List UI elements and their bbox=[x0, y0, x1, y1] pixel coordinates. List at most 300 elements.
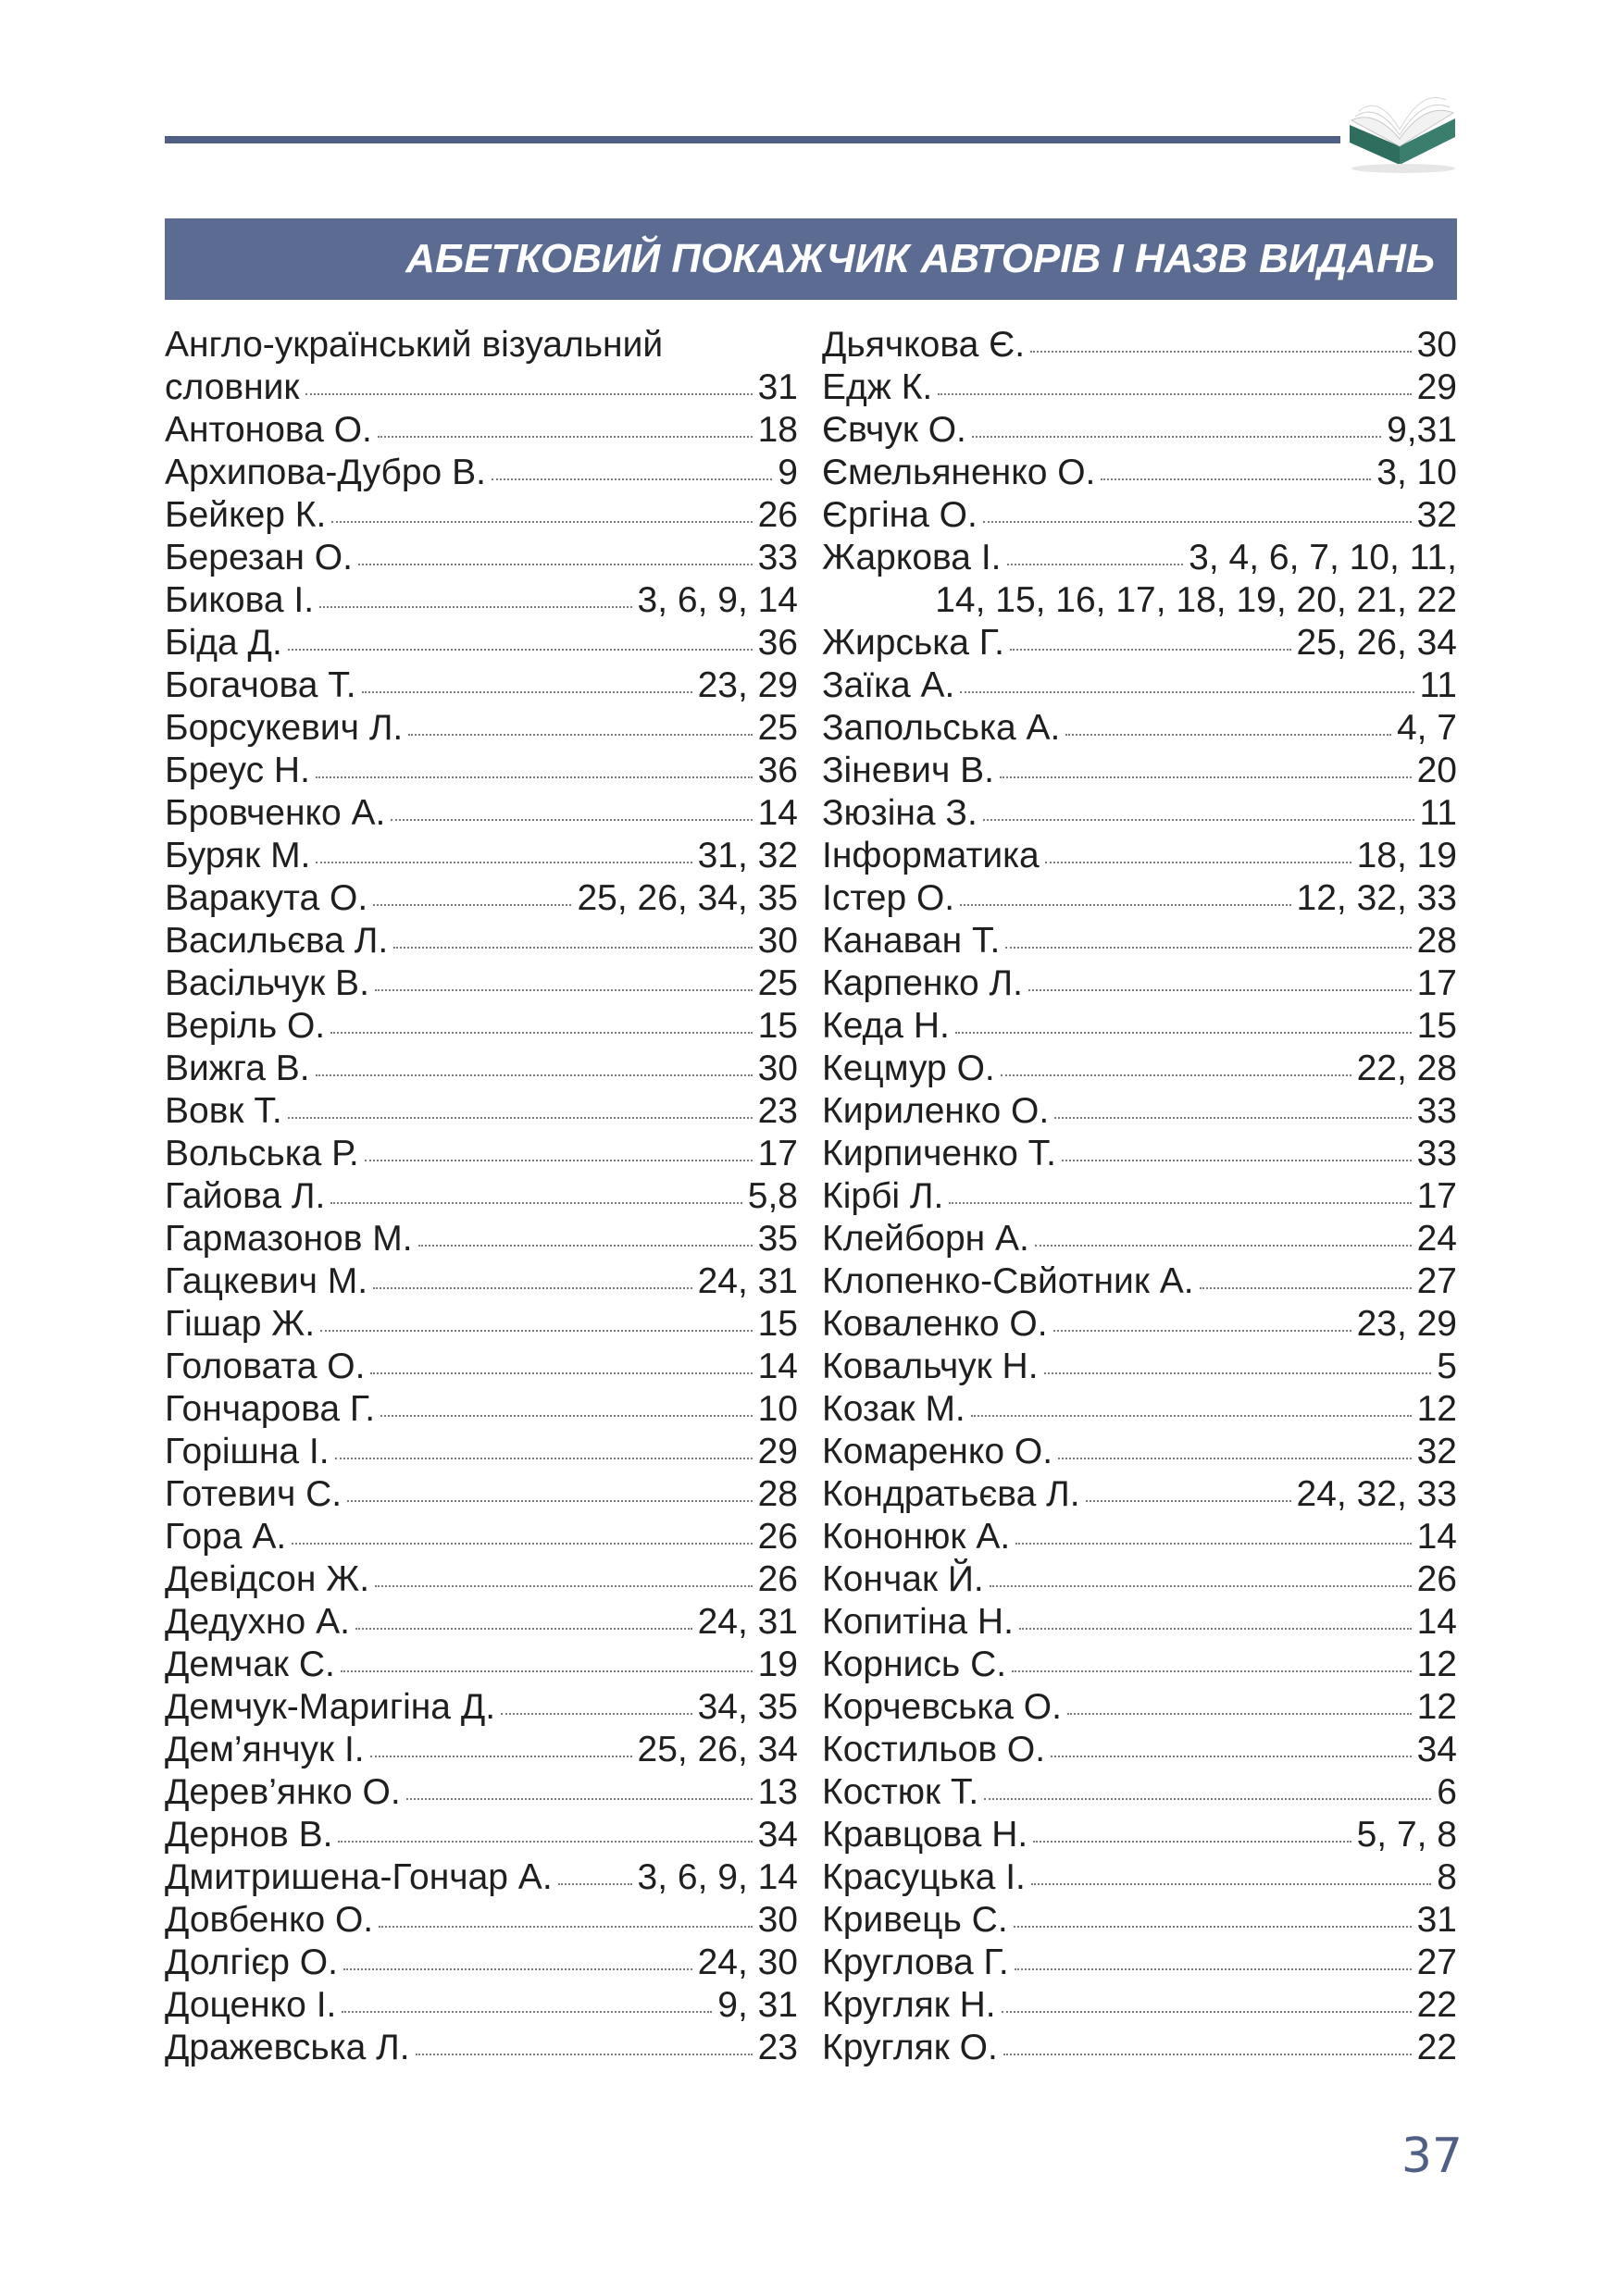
index-entry bbox=[822, 1005, 1457, 1048]
dot-leader bbox=[370, 1756, 632, 1757]
index-entry bbox=[822, 750, 1457, 792]
entry-pages: 12 bbox=[1416, 1644, 1457, 1684]
entry-pages: 24 bbox=[1416, 1219, 1457, 1259]
entry-name: Готевич С. bbox=[165, 1474, 342, 1514]
dot-leader bbox=[391, 819, 752, 821]
dot-leader bbox=[1044, 1372, 1432, 1374]
dot-leader bbox=[316, 1074, 753, 1076]
entry-name: Дмитришена-Гончар А. bbox=[165, 1857, 553, 1897]
entry-pages: 15 bbox=[757, 1304, 798, 1344]
entry-name: Ємельяненко О. bbox=[822, 453, 1096, 492]
dot-leader bbox=[983, 521, 1412, 523]
index-entry bbox=[165, 1899, 798, 1942]
entry-pages: 14 bbox=[1416, 1602, 1457, 1642]
entry-pages: 6 bbox=[1437, 1772, 1457, 1812]
index-entry bbox=[165, 750, 798, 792]
index-entry bbox=[822, 537, 1457, 579]
entry-pages: 14 bbox=[757, 1347, 798, 1386]
dot-leader bbox=[1000, 776, 1412, 778]
entry-pages: 34 bbox=[1416, 1730, 1457, 1769]
index-entry bbox=[165, 1516, 798, 1558]
entry-pages: 13 bbox=[757, 1772, 798, 1812]
index-entry bbox=[822, 1090, 1457, 1133]
dot-leader bbox=[1003, 2054, 1412, 2055]
index-entry bbox=[822, 792, 1457, 835]
index-entry bbox=[822, 1856, 1457, 1899]
entry-pages: 20 bbox=[1416, 751, 1457, 790]
entry-name: Єргіна О. bbox=[822, 495, 978, 535]
index-entry bbox=[822, 1175, 1457, 1218]
entry-name: Бейкер К. bbox=[165, 495, 327, 535]
dot-leader bbox=[393, 947, 752, 949]
dot-leader bbox=[949, 1202, 1411, 1204]
entry-pages: 30 bbox=[757, 1900, 798, 1940]
dot-leader bbox=[358, 564, 753, 565]
entry-pages: 5,8 bbox=[747, 1176, 798, 1216]
index-entry bbox=[165, 366, 798, 409]
entry-name: Антонова О. bbox=[165, 410, 372, 450]
dot-leader bbox=[1053, 1330, 1351, 1332]
dot-leader bbox=[292, 1543, 752, 1545]
dot-leader bbox=[1054, 1117, 1411, 1119]
dot-leader bbox=[1031, 1883, 1431, 1885]
index-entry bbox=[822, 409, 1457, 452]
dot-leader bbox=[341, 1670, 753, 1672]
page-number: 37 bbox=[1401, 2128, 1463, 2184]
entry-pages: 24, 32, 33 bbox=[1296, 1474, 1457, 1514]
dot-leader bbox=[338, 1841, 752, 1843]
index-entry bbox=[822, 835, 1457, 877]
index-entry bbox=[822, 962, 1457, 1005]
index-entry bbox=[165, 324, 798, 366]
entry-pages: 23 bbox=[757, 2028, 798, 2067]
dot-leader bbox=[1001, 1074, 1351, 1076]
index-entry bbox=[165, 835, 798, 877]
entry-name: Запольська А. bbox=[822, 708, 1061, 748]
dot-leader bbox=[1033, 1841, 1351, 1843]
entry-name: Красуцька І. bbox=[822, 1857, 1026, 1897]
dot-leader bbox=[343, 1968, 692, 1970]
entry-name: Біда Д. bbox=[165, 623, 282, 663]
entry-name: Варакута О. bbox=[165, 878, 368, 918]
dot-leader bbox=[418, 1245, 753, 1247]
index-entry bbox=[165, 579, 798, 622]
entry-name: Заїка А. bbox=[822, 665, 955, 705]
index-entry bbox=[165, 920, 798, 962]
index-entry bbox=[165, 1388, 798, 1431]
entry-name: Кругляк Н. bbox=[822, 1985, 996, 2025]
entry-pages: 27 bbox=[1416, 1942, 1457, 1982]
entry-pages: 25, 26, 34 bbox=[1296, 623, 1457, 663]
dot-leader bbox=[342, 2011, 712, 2013]
index-entry bbox=[822, 324, 1457, 366]
entry-pages: 22, 28 bbox=[1356, 1049, 1457, 1088]
entry-pages: 25, 26, 34 bbox=[637, 1730, 798, 1769]
entry-pages: 29 bbox=[1416, 367, 1457, 407]
entry-name: Девідсон Ж. bbox=[165, 1559, 370, 1599]
dot-leader bbox=[365, 1160, 753, 1161]
entry-pages: 22 bbox=[1416, 1985, 1457, 2025]
dot-leader bbox=[558, 1883, 632, 1885]
entry-name: Бреус Н. bbox=[165, 751, 310, 790]
entry-pages: 25 bbox=[757, 963, 798, 1003]
entry-pages: 12 bbox=[1416, 1687, 1457, 1727]
index-entry bbox=[165, 494, 798, 537]
entry-name: Горішна І. bbox=[165, 1432, 330, 1471]
index-entry bbox=[822, 1942, 1457, 1984]
index-entry bbox=[822, 877, 1457, 920]
entry-name: Клопенко-Свйотник А. bbox=[822, 1261, 1194, 1301]
entry-pages: 34, 35 bbox=[697, 1687, 798, 1727]
entry-name: Головата О. bbox=[165, 1347, 366, 1386]
index-entry bbox=[822, 664, 1457, 707]
title-banner bbox=[165, 218, 1457, 300]
entry-pages: 25, 26, 34, 35 bbox=[577, 878, 798, 918]
entry-pages: 3, 10 bbox=[1376, 453, 1457, 492]
dot-leader bbox=[955, 1032, 1412, 1034]
entry-pages: 3, 6, 9, 14 bbox=[637, 1857, 798, 1897]
dot-leader bbox=[984, 1798, 1431, 1800]
entry-pages: 17 bbox=[1416, 963, 1457, 1003]
index-entry bbox=[165, 2027, 798, 2069]
entry-name: Ковальчук Н. bbox=[822, 1347, 1039, 1386]
entry-name: Комаренко О. bbox=[822, 1432, 1053, 1471]
entry-name: Зюзіна З. bbox=[822, 793, 978, 833]
entry-pages: 25 bbox=[757, 708, 798, 748]
entry-name: словник bbox=[165, 367, 300, 407]
index-entry bbox=[822, 1814, 1457, 1856]
entry-name: Коваленко О. bbox=[822, 1304, 1048, 1344]
dot-leader bbox=[355, 1628, 692, 1630]
entry-name: Кривець С. bbox=[822, 1900, 1008, 1940]
entry-name: Кецмур О. bbox=[822, 1049, 995, 1088]
index-entry bbox=[165, 409, 798, 452]
entry-name: Вижга В. bbox=[165, 1049, 310, 1088]
header-rule bbox=[165, 136, 1340, 143]
dot-leader bbox=[1012, 1670, 1412, 1672]
entry-name: Дражевська Л. bbox=[165, 2028, 410, 2067]
index-entry bbox=[822, 707, 1457, 750]
dot-leader bbox=[971, 1415, 1412, 1417]
entry-name: Дедухно А. bbox=[165, 1602, 350, 1642]
index-entry bbox=[165, 452, 798, 494]
entry-pages: 24, 31 bbox=[697, 1261, 798, 1301]
index-entry bbox=[822, 1260, 1457, 1303]
index-entry bbox=[165, 622, 798, 664]
entry-name: Архипова-Дубро В. bbox=[165, 453, 486, 492]
dot-leader bbox=[1062, 1160, 1412, 1161]
dot-leader bbox=[492, 478, 772, 480]
entry-pages: 29 bbox=[757, 1432, 798, 1471]
entry-name: Копитіна Н. bbox=[822, 1602, 1014, 1642]
index-column-right bbox=[822, 324, 1457, 2069]
dot-leader bbox=[960, 691, 1414, 693]
dot-leader bbox=[1014, 1926, 1412, 1928]
entry-pages: 17 bbox=[1416, 1176, 1457, 1216]
entry-pages: 36 bbox=[757, 623, 798, 663]
index-entry bbox=[165, 962, 798, 1005]
dot-leader bbox=[1200, 1287, 1412, 1289]
index-entry bbox=[165, 1133, 798, 1175]
index-entry bbox=[822, 1771, 1457, 1814]
index-entry bbox=[165, 1729, 798, 1771]
dot-leader bbox=[1019, 1628, 1412, 1630]
dot-leader bbox=[375, 989, 753, 991]
entry-pages: 24, 31 bbox=[697, 1602, 798, 1642]
dot-leader bbox=[373, 904, 571, 906]
entry-pages: 36 bbox=[757, 751, 798, 790]
entry-pages: 14 bbox=[757, 793, 798, 833]
entry-name: Кириленко О. bbox=[822, 1091, 1050, 1131]
entry-name: Жирська Г. bbox=[822, 623, 1004, 663]
index-entry bbox=[165, 877, 798, 920]
dot-leader bbox=[370, 1372, 752, 1374]
dot-leader bbox=[305, 393, 753, 395]
entry-name: Гацкевич М. bbox=[165, 1261, 368, 1301]
entry-pages: 15 bbox=[1416, 1006, 1457, 1046]
entry-pages: 23, 29 bbox=[1356, 1304, 1457, 1344]
index-entry bbox=[165, 1771, 798, 1814]
entry-name: Дьячкова Є. bbox=[822, 325, 1026, 365]
dot-leader bbox=[501, 1713, 691, 1715]
dot-leader bbox=[347, 1500, 752, 1502]
dot-leader bbox=[1015, 1968, 1412, 1970]
index-entry bbox=[822, 366, 1457, 409]
entry-pages: 34 bbox=[757, 1815, 798, 1855]
index-entry bbox=[822, 2027, 1457, 2069]
index-entry bbox=[822, 1984, 1457, 2027]
index-entry bbox=[165, 1856, 798, 1899]
entry-name: Васільчук В. bbox=[165, 963, 369, 1003]
entry-name: Бровченко А. bbox=[165, 793, 386, 833]
index-entry bbox=[165, 1942, 798, 1984]
entry-name: Вольська Р. bbox=[165, 1134, 359, 1173]
entry-name: Едж К. bbox=[822, 367, 933, 407]
entry-pages: 23 bbox=[757, 1091, 798, 1131]
index-entry bbox=[822, 1729, 1457, 1771]
entry-name: Кончак Й. bbox=[822, 1559, 984, 1599]
page-title: АБЕТКОВИЙ ПОКАЖЧИК АВТОРІВ І НАЗВ ВИДАНЬ bbox=[405, 236, 1435, 281]
dot-leader bbox=[1101, 478, 1371, 480]
entry-pages: 5 bbox=[1437, 1347, 1457, 1386]
entry-pages: 32 bbox=[1416, 1432, 1457, 1471]
entry-pages: 33 bbox=[1416, 1134, 1457, 1173]
dot-leader bbox=[416, 2054, 753, 2055]
entry-pages: 11 bbox=[1419, 665, 1457, 705]
dot-leader bbox=[1030, 351, 1412, 353]
entry-pages: 9, 31 bbox=[717, 1985, 798, 2025]
entry-pages: 14, 15, 16, 17, 18, 19, 20, 21, 22 bbox=[935, 580, 1457, 620]
entry-name: Кірбі Л. bbox=[822, 1176, 944, 1216]
entry-pages: 18, 19 bbox=[1356, 836, 1457, 875]
index-entry bbox=[822, 1899, 1457, 1942]
entry-pages: 18 bbox=[757, 410, 798, 450]
entry-name: Козак М. bbox=[822, 1389, 965, 1429]
entry-pages: 28 bbox=[757, 1474, 798, 1514]
dot-leader bbox=[406, 1798, 753, 1800]
entry-name: Костюк Т. bbox=[822, 1772, 979, 1812]
entry-pages: 32 bbox=[1416, 495, 1457, 535]
index-entry bbox=[165, 1644, 798, 1686]
entry-name: Круглова Г. bbox=[822, 1942, 1009, 1982]
entry-name: Долгієр О. bbox=[165, 1942, 338, 1982]
entry-name: Євчук О. bbox=[822, 410, 966, 450]
index-entry bbox=[165, 1431, 798, 1473]
entry-name: Клейборн А. bbox=[822, 1219, 1029, 1259]
index-entry bbox=[165, 1984, 798, 2027]
dot-leader bbox=[375, 1585, 753, 1587]
entry-pages: 3, 4, 6, 7, 10, 11, bbox=[1189, 538, 1457, 577]
dot-leader bbox=[1015, 1543, 1411, 1545]
entry-pages: 9 bbox=[778, 453, 798, 492]
dot-leader bbox=[379, 1926, 752, 1928]
index-entry bbox=[822, 579, 1457, 622]
dot-leader bbox=[288, 649, 753, 651]
entry-pages: 4, 7 bbox=[1396, 708, 1457, 748]
dot-leader bbox=[1007, 564, 1184, 565]
index-entry bbox=[165, 1260, 798, 1303]
entry-pages: 30 bbox=[757, 921, 798, 961]
entry-pages: 12 bbox=[1416, 1389, 1457, 1429]
dot-leader bbox=[316, 862, 691, 863]
entry-name: Дерев’янко О. bbox=[165, 1772, 401, 1812]
dot-leader bbox=[316, 776, 753, 778]
entry-pages: 24, 30 bbox=[697, 1942, 798, 1982]
entry-pages: 3, 6, 9, 14 bbox=[637, 580, 798, 620]
entry-pages: 30 bbox=[757, 1049, 798, 1088]
entry-name: Кеда Н. bbox=[822, 1006, 950, 1046]
index-entry bbox=[165, 1686, 798, 1729]
entry-name: Доценко І. bbox=[165, 1985, 337, 2025]
entry-name: Інформатика bbox=[822, 836, 1040, 875]
entry-pages: 10 bbox=[757, 1389, 798, 1429]
dot-leader bbox=[330, 1032, 752, 1034]
index-entry bbox=[165, 1346, 798, 1388]
dot-leader bbox=[373, 1287, 691, 1289]
entry-pages: 17 bbox=[757, 1134, 798, 1173]
entry-pages: 35 bbox=[757, 1219, 798, 1259]
index-entry bbox=[165, 707, 798, 750]
entry-pages: 26 bbox=[757, 1559, 798, 1599]
dot-leader bbox=[1035, 1245, 1412, 1247]
dot-leader bbox=[1086, 1500, 1291, 1502]
entry-name: Борсукевич Л. bbox=[165, 708, 404, 748]
dot-leader bbox=[1058, 1458, 1412, 1459]
index-entry bbox=[822, 1388, 1457, 1431]
entry-pages: 26 bbox=[757, 495, 798, 535]
index-entry bbox=[822, 1644, 1457, 1686]
entry-name: Істер О. bbox=[822, 878, 955, 918]
dot-leader bbox=[1002, 2011, 1412, 2013]
index-entry bbox=[165, 1303, 798, 1346]
entry-name: Гора А. bbox=[165, 1517, 287, 1557]
entry-pages: 14 bbox=[1416, 1517, 1457, 1557]
index-entry bbox=[165, 792, 798, 835]
index-entry bbox=[822, 494, 1457, 537]
dot-leader bbox=[335, 1458, 753, 1459]
entry-pages: 9,31 bbox=[1387, 410, 1457, 450]
entry-name: Богачова Т. bbox=[165, 665, 356, 705]
entry-name: Веріль О. bbox=[165, 1006, 326, 1046]
entry-pages: 19 bbox=[757, 1644, 798, 1684]
index-entry bbox=[822, 1303, 1457, 1346]
dot-leader bbox=[990, 1585, 1412, 1587]
entry-name: Кравцова Н. bbox=[822, 1815, 1028, 1855]
index-entry bbox=[165, 1090, 798, 1133]
index-entry bbox=[822, 622, 1457, 664]
entry-pages: 8 bbox=[1437, 1857, 1457, 1897]
index-entry bbox=[822, 1431, 1457, 1473]
entry-name: Костильов О. bbox=[822, 1730, 1046, 1769]
index-entry bbox=[822, 1048, 1457, 1090]
entry-name: Дем’янчук І. bbox=[165, 1730, 365, 1769]
index-entry bbox=[165, 1218, 798, 1260]
dot-leader bbox=[362, 691, 692, 693]
dot-leader bbox=[331, 521, 752, 523]
entry-name: Васильєва Л. bbox=[165, 921, 389, 961]
entry-pages: 26 bbox=[757, 1517, 798, 1557]
entry-pages: 23, 29 bbox=[697, 665, 798, 705]
index-entry bbox=[822, 1133, 1457, 1175]
entry-name: Буряк М. bbox=[165, 836, 311, 875]
index-entry bbox=[165, 1814, 798, 1856]
entry-name: Карпенко Л. bbox=[822, 963, 1023, 1003]
dot-leader bbox=[408, 734, 752, 736]
entry-pages: 33 bbox=[1416, 1091, 1457, 1131]
entry-pages: 15 bbox=[757, 1006, 798, 1046]
entry-name: Зіневич В. bbox=[822, 751, 994, 790]
entry-name: Англо-український візуальний bbox=[165, 325, 664, 365]
entry-pages: 22 bbox=[1416, 2028, 1457, 2067]
dot-leader bbox=[330, 1202, 741, 1204]
index-entry bbox=[822, 452, 1457, 494]
index-entry bbox=[822, 1218, 1457, 1260]
entry-name: Дернов В. bbox=[165, 1815, 333, 1855]
entry-name: Гончарова Г. bbox=[165, 1389, 376, 1429]
index-entry bbox=[822, 1601, 1457, 1644]
index-entry bbox=[165, 1175, 798, 1218]
open-book-icon bbox=[1342, 74, 1463, 176]
dot-leader bbox=[1010, 649, 1291, 651]
index-entry bbox=[165, 1558, 798, 1601]
entry-pages: 11 bbox=[1419, 793, 1457, 833]
index-entry bbox=[165, 1005, 798, 1048]
entry-name: Демчак С. bbox=[165, 1644, 335, 1684]
entry-name: Березан О. bbox=[165, 538, 353, 577]
entry-name: Кругляк О. bbox=[822, 2028, 998, 2067]
entry-pages: 27 bbox=[1416, 1261, 1457, 1301]
entry-name: Демчук-Маригіна Д. bbox=[165, 1687, 496, 1727]
dot-leader bbox=[1051, 1756, 1412, 1757]
index-entry bbox=[165, 664, 798, 707]
index-entry bbox=[822, 1558, 1457, 1601]
dot-leader bbox=[938, 393, 1411, 395]
dot-leader bbox=[1045, 862, 1351, 863]
entry-name: Кондратьєва Л. bbox=[822, 1474, 1080, 1514]
dot-leader bbox=[972, 436, 1381, 438]
dot-leader bbox=[288, 1117, 753, 1119]
entry-name: Канаван Т. bbox=[822, 921, 1001, 961]
entry-name: Корчевська О. bbox=[822, 1687, 1062, 1727]
index-entry bbox=[822, 920, 1457, 962]
index-entry bbox=[165, 1473, 798, 1516]
entry-name: Корнись С. bbox=[822, 1644, 1007, 1684]
entry-name: Вовк Т. bbox=[165, 1091, 282, 1131]
entry-pages: 12, 32, 33 bbox=[1296, 878, 1457, 918]
index-entry bbox=[165, 1048, 798, 1090]
entry-name: Гайова Л. bbox=[165, 1176, 326, 1216]
dot-leader bbox=[380, 1415, 752, 1417]
